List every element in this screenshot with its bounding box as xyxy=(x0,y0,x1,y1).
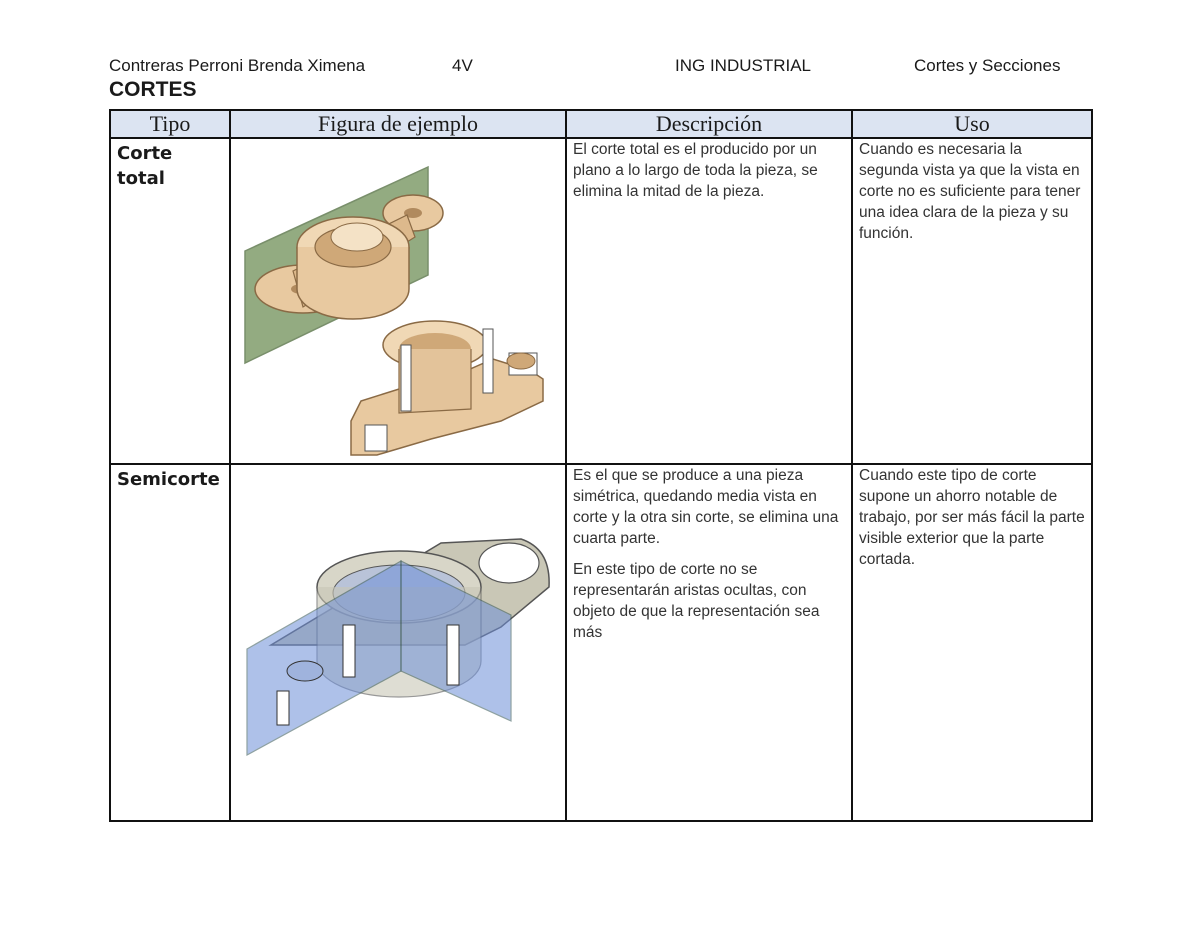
semicorte-figure xyxy=(231,465,565,816)
descripcion-paragraph: En este tipo de corte no se representarán aristas ocultas, con objeto de que la representación sea más xyxy=(573,561,820,641)
table-header-row xyxy=(110,110,1092,138)
uso-paragraph: Cuando es necesaria la segunda vista ya que la vista en corte no es suficiente para tener una idea clara de la pieza y su función. xyxy=(859,141,1081,242)
column-header-descripcion: Descripción xyxy=(566,110,852,138)
descripcion-paragraph: Es el que se produce a una pieza simétrica, quedando media vista en corte y la otra sin corte, se elimina una cuarta parte. xyxy=(573,467,839,547)
cortes-table xyxy=(109,109,1093,822)
uso-cell xyxy=(852,138,1092,464)
tipo-label: Semicorte xyxy=(117,469,220,490)
tipo-cell xyxy=(110,464,230,821)
header-author: Contreras Perroni Brenda Ximena xyxy=(109,56,366,75)
uso-paragraph: Cuando este tipo de corte supone un ahorro notable de trabajo, por ser más fácil la parte visible exterior que la parte cortada. xyxy=(859,467,1085,568)
header-career: ING INDUSTRIAL xyxy=(675,56,812,75)
descripcion-cell xyxy=(566,138,852,464)
figure-cell xyxy=(230,138,566,464)
column-header-uso: Uso xyxy=(852,110,1092,138)
tipo-cell xyxy=(110,138,230,464)
column-header-tipo: Tipo xyxy=(110,110,230,138)
section-title: CORTES xyxy=(109,78,197,101)
figure-cell xyxy=(230,464,566,821)
uso-cell xyxy=(852,464,1092,821)
table-row xyxy=(110,138,1092,464)
column-header-figura: Figura de ejemplo xyxy=(230,110,566,138)
header-topic: Cortes y Secciones xyxy=(914,56,1061,75)
descripcion-cell xyxy=(566,464,852,821)
header-group: 4V xyxy=(452,56,473,75)
tipo-label: Corte total xyxy=(117,143,173,189)
table-row xyxy=(110,464,1092,821)
corte-total-figure xyxy=(231,139,565,459)
descripcion-paragraph: El corte total es el producido por un plano a lo largo de toda la pieza, se elimina la mitad de la pieza. xyxy=(573,141,818,200)
